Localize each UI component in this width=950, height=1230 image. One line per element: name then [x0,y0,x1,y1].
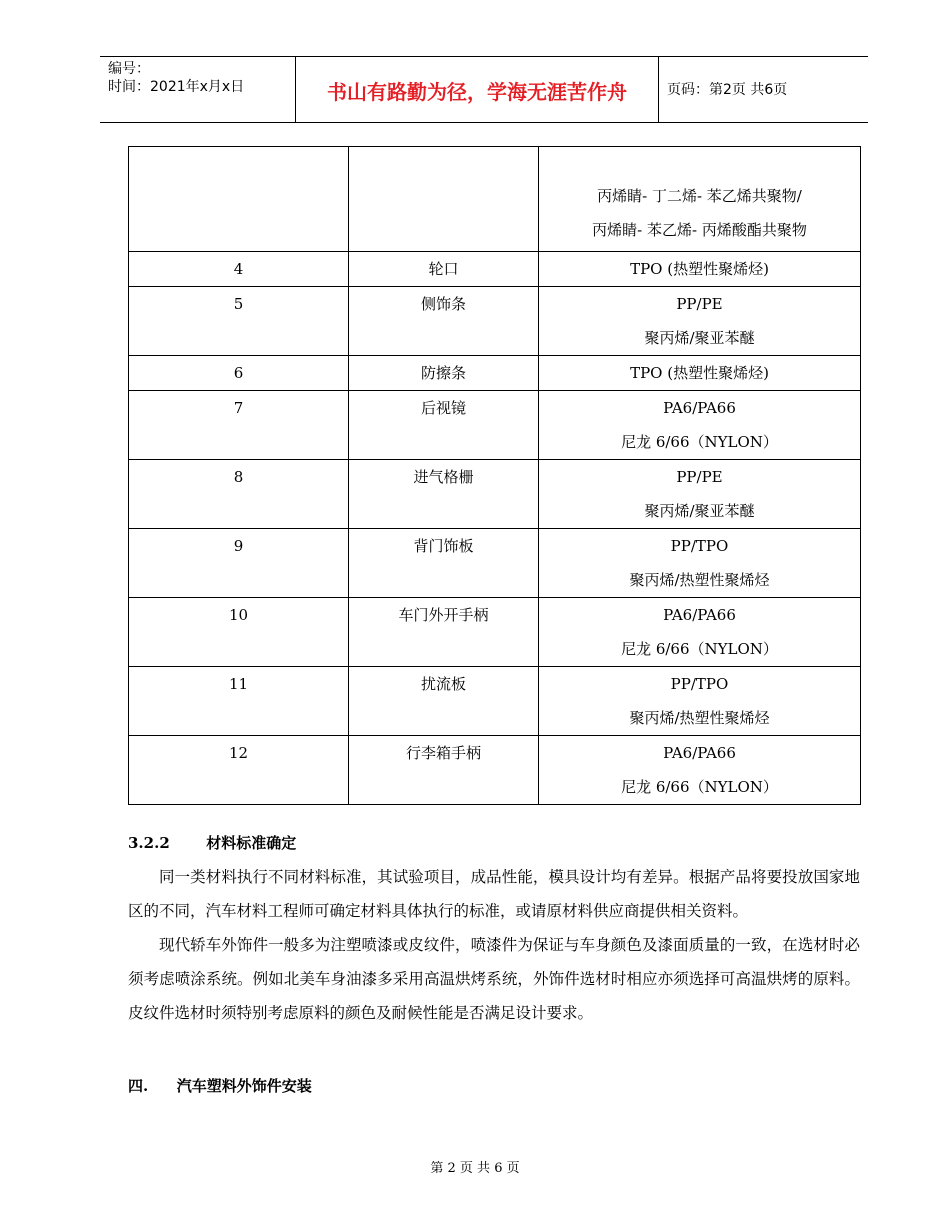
cell-no: 6 [129,356,349,391]
cell-part [349,147,539,252]
cell-material [539,667,861,736]
table-row [129,460,861,529]
cell-no: 5 [129,287,349,356]
cell-part: 背门饰板 [349,529,539,598]
cell-part: 车门外开手柄 [349,598,539,667]
table-row [129,598,861,667]
materials-table-body [129,147,861,805]
section-number: 四. [128,1077,149,1095]
cell-no [129,147,349,252]
page-footer: 第 2 页 共 6 页 [430,1161,520,1176]
header-top-rule [100,56,868,57]
paragraph: 现代轿车外饰件一般多为注塑喷漆或皮纹件，喷漆件为保证与车身颜色及漆面质量的一致，在选材时必须考虑喷涂系统。例如北美车身油漆多采用高温烘烤系统，外饰件选材时相应亦须选择可高温烘烤的原料。皮纹件选材时须特别考虑原料的颜色及耐候性能是否满足设计要求。 [128,936,860,1022]
material-line: 丙烯睛- 苯乙烯- 丙烯酸酯共聚物 [592,221,807,239]
header-page-info: 页码：第2页 共6页 [667,82,788,98]
table-row [129,391,861,460]
section-title: 汽车塑料外饰件安装 [176,1077,312,1095]
material-line: PP/PE [676,295,723,313]
material-line: 尼龙 6/66（NYLON） [621,433,778,451]
cell-material [539,287,861,356]
material-line: PP/PE [676,468,723,486]
header-meta [108,60,244,96]
cell-part: 扰流板 [349,667,539,736]
cell-part: 轮口 [349,252,539,287]
material-line: PA6/PA66 [663,744,736,762]
cell-material [539,356,861,391]
section-body [128,860,860,1030]
material-line: TPO (热塑性聚烯烃) [630,364,769,382]
section-number: 3.2.2 [128,834,170,852]
material-line: 聚丙烯/聚亚苯醚 [644,329,755,347]
document-number-label: 编号： [108,61,150,77]
cell-material [539,529,861,598]
cell-no: 12 [129,736,349,805]
table-row-continued [129,147,861,252]
material-line: 尼龙 6/66（NYLON） [621,778,778,796]
section-heading-3-2-2 [128,832,296,853]
cell-material [539,252,861,287]
table-row [129,736,861,805]
cell-no: 4 [129,252,349,287]
material-line: PA6/PA66 [663,399,736,417]
cell-material [539,147,861,252]
paragraph: 同一类材料执行不同材料标准，其试验项目，成品性能，模具设计均有差异。根据产品将要投放国家地区的不同，汽车材料工程师可确定材料具体执行的标准，或请原材料供应商提供相关资料。 [128,868,860,920]
materials-table [128,146,861,805]
cell-no: 7 [129,391,349,460]
cell-no: 9 [129,529,349,598]
material-line: PA6/PA66 [663,606,736,624]
cell-material [539,391,861,460]
material-line: TPO (热塑性聚烯烃) [630,260,769,278]
cell-part: 后视镜 [349,391,539,460]
cell-material [539,598,861,667]
cell-no: 8 [129,460,349,529]
table-row [129,356,861,391]
table-row [129,667,861,736]
material-line: 聚丙烯/热塑性聚烯烃 [629,709,770,727]
material-line: PP/TPO [670,537,729,555]
table-row [129,287,861,356]
table-row [129,252,861,287]
cell-part: 行李箱手柄 [349,736,539,805]
cell-part: 侧饰条 [349,287,539,356]
material-line: 丙烯睛- 丁二烯- 苯乙烯共聚物/ [597,187,802,205]
cell-no: 11 [129,667,349,736]
header-divider-right [658,57,659,122]
section-heading-4 [128,1075,312,1096]
document-time: 时间：2021年x月x日 [108,79,245,95]
cell-no: 10 [129,598,349,667]
table-row [129,529,861,598]
header-bottom-rule [100,122,868,123]
material-line: 聚丙烯/热塑性聚烯烃 [629,571,770,589]
material-line: 尼龙 6/66（NYLON） [621,640,778,658]
cell-material [539,460,861,529]
header-motto: 书山有路勤为径，学海无涯苦作舟 [327,80,627,104]
cell-part: 进气格栅 [349,460,539,529]
section-title: 材料标准确定 [206,834,297,852]
material-line: PP/TPO [670,675,729,693]
cell-part: 防擦条 [349,356,539,391]
material-line: 聚丙烯/聚亚苯醚 [644,502,755,520]
cell-material [539,736,861,805]
